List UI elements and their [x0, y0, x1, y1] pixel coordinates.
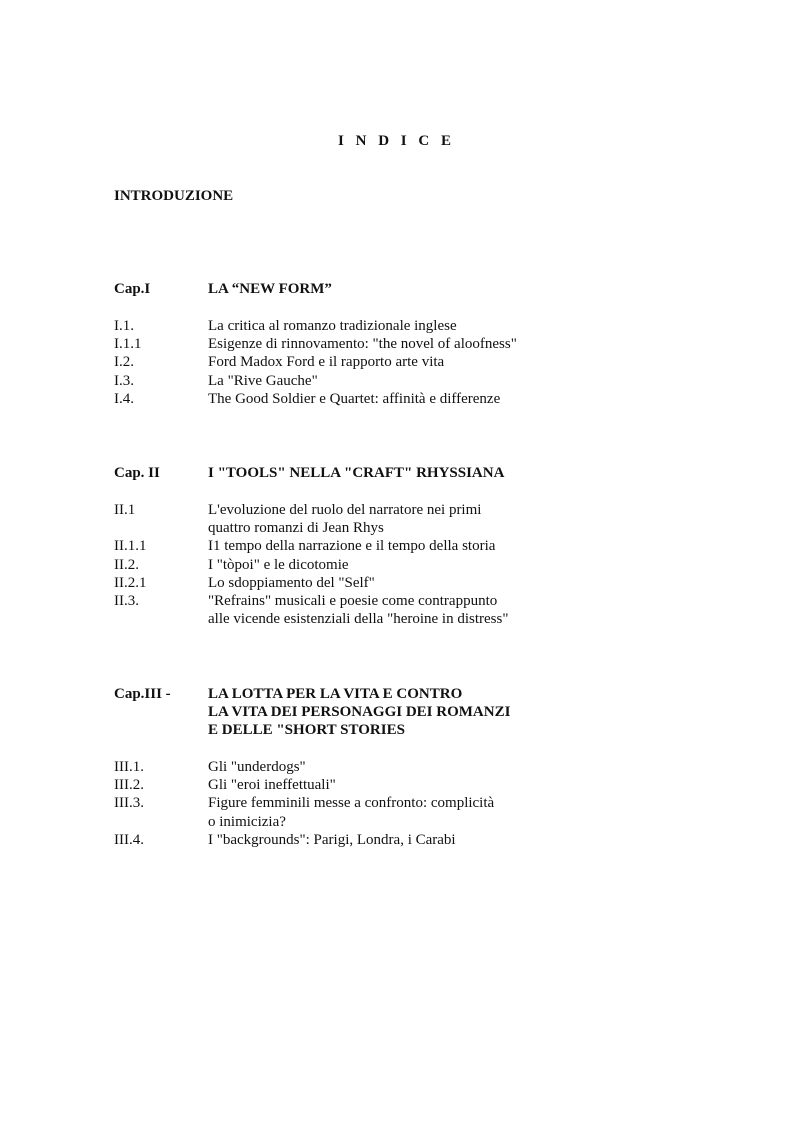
entry-number: II.1	[114, 502, 136, 518]
chapter-title: LA LOTTA PER LA VITA E CONTRO LA VITA DEI PERSONAGGI DEI ROMANZI E DELLE "SHORT STORIES	[208, 686, 511, 738]
entry-number: I.4.	[114, 390, 134, 407]
toc-entry	[114, 831, 754, 849]
toc-entry	[114, 317, 754, 335]
page-title: I N D I C E	[338, 133, 455, 149]
chapter-entries	[114, 758, 754, 849]
entry-number: II.3.	[114, 593, 139, 610]
chapter-title: LA “NEW FORM”	[208, 281, 332, 297]
entry-number: III.3.	[114, 795, 144, 812]
toc-entry	[114, 353, 754, 371]
entry-number: II.2.1	[114, 574, 147, 591]
entry-title: I "tòpoi" e le dicotomie	[208, 556, 349, 573]
introduction-heading: INTRODUZIONE	[114, 188, 234, 204]
chapter-number: Cap.I	[114, 281, 151, 297]
entry-number: II.2.	[114, 556, 139, 573]
toc-entry	[114, 390, 754, 408]
entry-number: I.1.	[114, 318, 134, 334]
toc-entry	[114, 776, 754, 794]
chapter-entries	[114, 317, 754, 408]
chapter-2	[114, 464, 754, 628]
chapter-heading	[114, 280, 754, 298]
toc-entry	[114, 574, 754, 592]
toc-entry	[114, 556, 754, 574]
toc-entry	[114, 758, 754, 776]
entry-number: I.3.	[114, 372, 134, 389]
entry-number: I.2.	[114, 354, 134, 371]
entry-number: III.4.	[114, 831, 144, 848]
chapter-title: I "TOOLS" NELLA "CRAFT" RHYSSIANA	[208, 465, 505, 481]
chapter-3	[114, 685, 754, 849]
entry-title: Lo sdoppiamento del "Self"	[208, 574, 375, 591]
chapter-1	[114, 280, 754, 408]
toc-entry	[114, 794, 754, 830]
entry-number: III.1.	[114, 759, 144, 775]
entry-title: La critica al romanzo tradizionale inglese	[208, 318, 457, 334]
entry-title: Gli "eroi ineffettuali"	[208, 777, 336, 794]
chapter-heading	[114, 685, 754, 739]
entry-title: L'evoluzione del ruolo del narratore nei primi quattro romanzi di Jean Rhys	[208, 502, 482, 537]
toc-entry	[114, 335, 754, 353]
toc-entry	[114, 537, 754, 555]
entry-title: "Refrains" musicali e poesie come contrappunto alle vicende esistenziali della "heroine in distress"	[208, 593, 509, 628]
entry-title: Ford Madox Ford e il rapporto arte vita	[208, 354, 445, 371]
entry-title: I "backgrounds": Parigi, Londra, i Carabi	[208, 831, 456, 848]
toc-entry	[114, 501, 754, 537]
entry-number: III.2.	[114, 777, 144, 794]
entry-title: La "Rive Gauche"	[208, 372, 318, 389]
entry-title: Esigenze di rinnovamento: "the novel of aloofness"	[208, 336, 517, 353]
entry-number: I.1.1	[114, 336, 142, 353]
chapter-number: Cap.III -	[114, 686, 171, 702]
chapter-entries	[114, 501, 754, 628]
chapter-number: Cap. II	[114, 465, 160, 481]
toc-entry	[114, 592, 754, 628]
entry-number: II.1.1	[114, 538, 147, 555]
entry-title: Gli "underdogs"	[208, 759, 306, 775]
entry-title: I1 tempo della narrazione e il tempo della storia	[208, 538, 496, 555]
chapter-heading	[114, 464, 754, 482]
toc-entry	[114, 372, 754, 390]
entry-title: Figure femminili messe a confronto: complicità o inimicizia?	[208, 795, 495, 830]
entry-title: The Good Soldier e Quartet: affinità e differenze	[208, 390, 501, 407]
